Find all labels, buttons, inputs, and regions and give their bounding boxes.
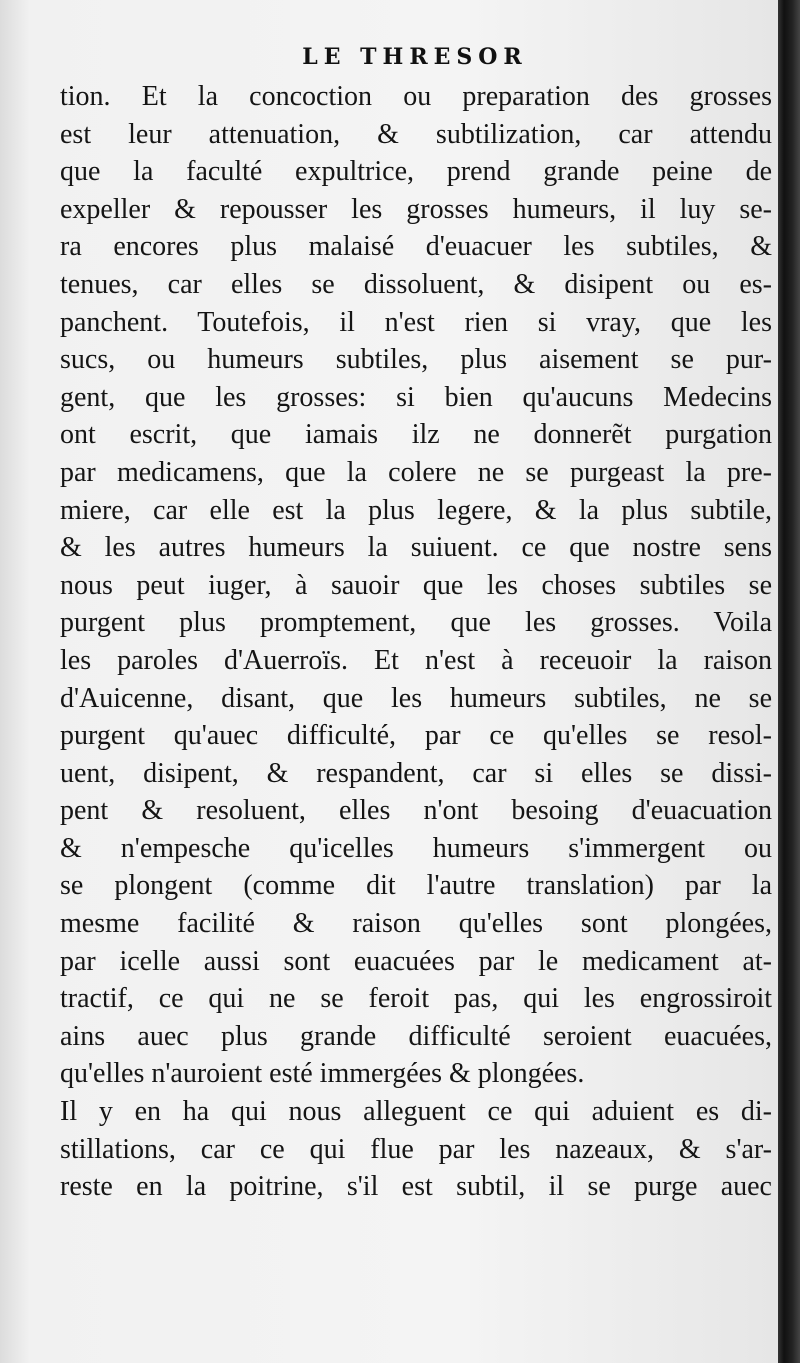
text-line: se plongent (comme dit l'autre translation) par la (60, 870, 772, 902)
text-line: gent, que les grosses: si bien qu'aucuns Medecins (60, 381, 772, 413)
text-line: nous peut iuger, à sauoir que les choses subtiles se (60, 569, 772, 601)
text-line: par icelle aussi sont euacuées par le medicament at- (60, 945, 772, 977)
text-line: ont escrit, que iamais ilz ne donnerẽt purgation (60, 419, 772, 451)
text-line: d'Auicenne, disant, que les humeurs subtiles, ne se (60, 682, 772, 714)
text-line: pent & resoluent, elles n'ont besoing d'euacuation (60, 795, 772, 827)
text-line: purgent qu'auec difficulté, par ce qu'elles se resol- (60, 720, 772, 752)
page-edge-shadow (778, 0, 800, 1363)
text-line: miere, car elle est la plus legere, & la plus subtile, (60, 494, 772, 526)
text-line: mesme facilité & raison qu'elles sont plongées, (60, 908, 772, 940)
text-line: ra encores plus malaisé d'euacuer les subtiles, & (60, 231, 772, 263)
text-line: reste en la poitrine, s'il est subtil, il se purge auec (60, 1171, 772, 1203)
text-line: que la faculté expultrice, prend grande peine de (60, 156, 772, 188)
text-line: expeller & repousser les grosses humeurs, il luy se- (60, 193, 772, 225)
text-line: qu'elles n'auroient esté immergées & plongées. (60, 1058, 585, 1090)
text-line: panchent. Toutefois, il n'est rien si vray, que les (60, 306, 772, 338)
text-line: & n'empesche qu'icelles humeurs s'immergent ou (60, 832, 772, 864)
text-line: tion. Et la concoction ou preparation des grosses (60, 81, 772, 112)
text-line: est leur attenuation, & subtilization, car attendu (60, 118, 772, 150)
text-line: par medicamens, que la colere ne se purgeast la pre- (60, 456, 772, 488)
text-line: uent, disipent, & respandent, car si elles se dissi- (60, 757, 772, 789)
text-line: sucs, ou humeurs subtiles, plus aisement se pur- (60, 344, 772, 376)
running-head: LE THRESOR (302, 44, 528, 70)
text-line: Il y en ha qui nous alleguent ce qui aduient es di- (60, 1096, 772, 1128)
text-line: purgent plus promptement, que les grosses. Voila (60, 607, 772, 639)
text-line: les paroles d'Auerroïs. Et n'est à receuoir la raison (60, 644, 772, 676)
body-text (60, 78, 772, 1206)
text-line: tractif, ce qui ne se feroit pas, qui les engrossiroit (60, 983, 772, 1015)
text-line: tenues, car elles se dissoluent, & disipent ou es- (60, 268, 772, 300)
text-line: stillations, car ce qui flue par les nazeaux, & s'ar- (60, 1133, 772, 1165)
text-line: ains auec plus grande difficulté seroient euacuées, (60, 1020, 772, 1052)
text-line: & les autres humeurs la suiuent. ce que nostre sens (60, 532, 772, 564)
